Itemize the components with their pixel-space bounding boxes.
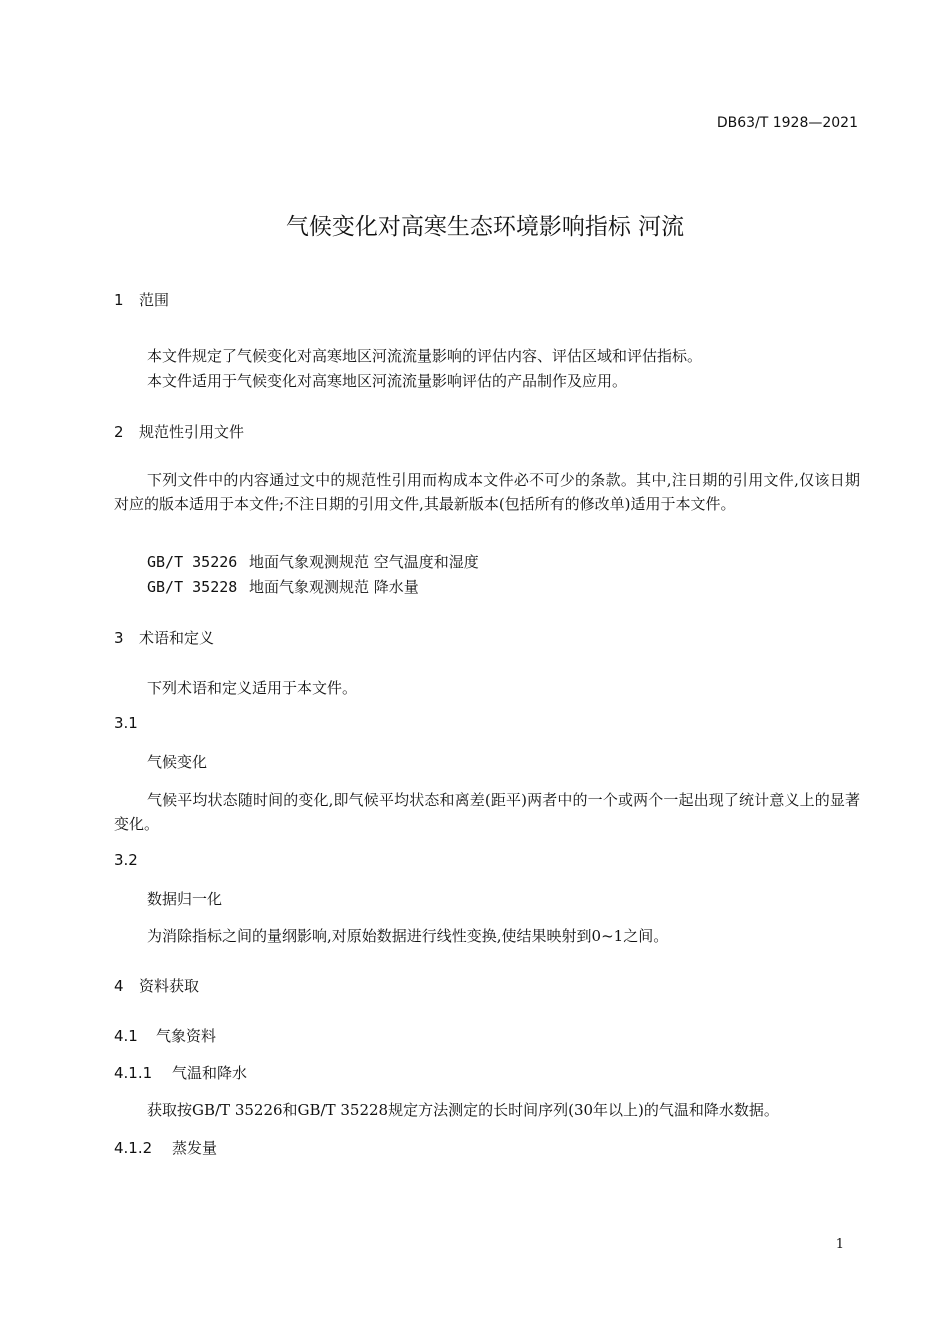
paragraph: 获取按GB/T 35226和GB/T 35228规定方法测定的长时间序列(30年以上)的气温和降水数据。 [147, 1101, 779, 1119]
document-title: 气候变化对高寒生态环境影响指标 河流 [285, 214, 685, 240]
section-number: 4.1 [114, 1027, 138, 1045]
reference-title: 地面气象观测规范 降水量 [249, 578, 419, 596]
section-number: 3 [114, 629, 124, 647]
section-title: 范围 [139, 291, 170, 309]
paragraph: 下列术语和定义适用于本文件。 [147, 679, 358, 697]
section-title: 蒸发量 [172, 1139, 218, 1157]
reference-item [147, 576, 419, 597]
term-name: 气候变化 [147, 753, 208, 771]
term-definition: 气候平均状态随时间的变化,即气候平均状态和离差(距平)两者中的一个或两个一起出现了统计意义上的显著变化。 [114, 791, 860, 833]
subsubsection-heading [114, 1137, 217, 1158]
term-number: 3.2 [114, 851, 138, 869]
section-number: 4.1.2 [114, 1139, 153, 1157]
term-name: 数据归一化 [147, 890, 223, 908]
subsection-heading [114, 1025, 216, 1046]
subsubsection-heading [114, 1062, 247, 1083]
document-code: DB63/T 1928—2021 [716, 115, 858, 131]
term-definition: 为消除指标之间的量纲影响,对原始数据进行线性变换,使结果映射到0~1之间。 [147, 927, 669, 945]
section-1-heading [114, 289, 169, 310]
paragraph: 本文件规定了气候变化对高寒地区河流流量影响的评估内容、评估区域和评估指标。 [147, 347, 703, 365]
section-4-heading [114, 975, 199, 996]
section-3-heading [114, 627, 214, 648]
section-number: 2 [114, 423, 124, 441]
term-number: 3.1 [114, 714, 138, 732]
section-number: 1 [114, 291, 124, 309]
reference-code: GB/T 35226 [147, 553, 238, 571]
section-title: 术语和定义 [139, 629, 215, 647]
page-number: 1 [835, 1237, 844, 1252]
paragraph: 本文件适用于气候变化对高寒地区河流流量影响评估的产品制作及应用。 [147, 372, 628, 390]
section-number: 4.1.1 [114, 1064, 153, 1082]
paragraph: 下列文件中的内容通过文中的规范性引用而构成本文件必不可少的条款。其中,注日期的引用文件,仅该日期对应的版本适用于本文件;不注日期的引用文件,其最新版本(包括所有的修改单)适用于本文件。 [114, 471, 860, 513]
section-title: 规范性引用文件 [139, 423, 245, 441]
section-number: 4 [114, 977, 124, 995]
section-title: 资料获取 [139, 977, 200, 995]
reference-code: GB/T 35228 [147, 578, 238, 596]
reference-item [147, 551, 479, 572]
section-2-heading [114, 421, 244, 442]
section-title: 气象资料 [156, 1027, 217, 1045]
section-title: 气温和降水 [172, 1064, 248, 1082]
reference-title: 地面气象观测规范 空气温度和湿度 [249, 553, 479, 571]
